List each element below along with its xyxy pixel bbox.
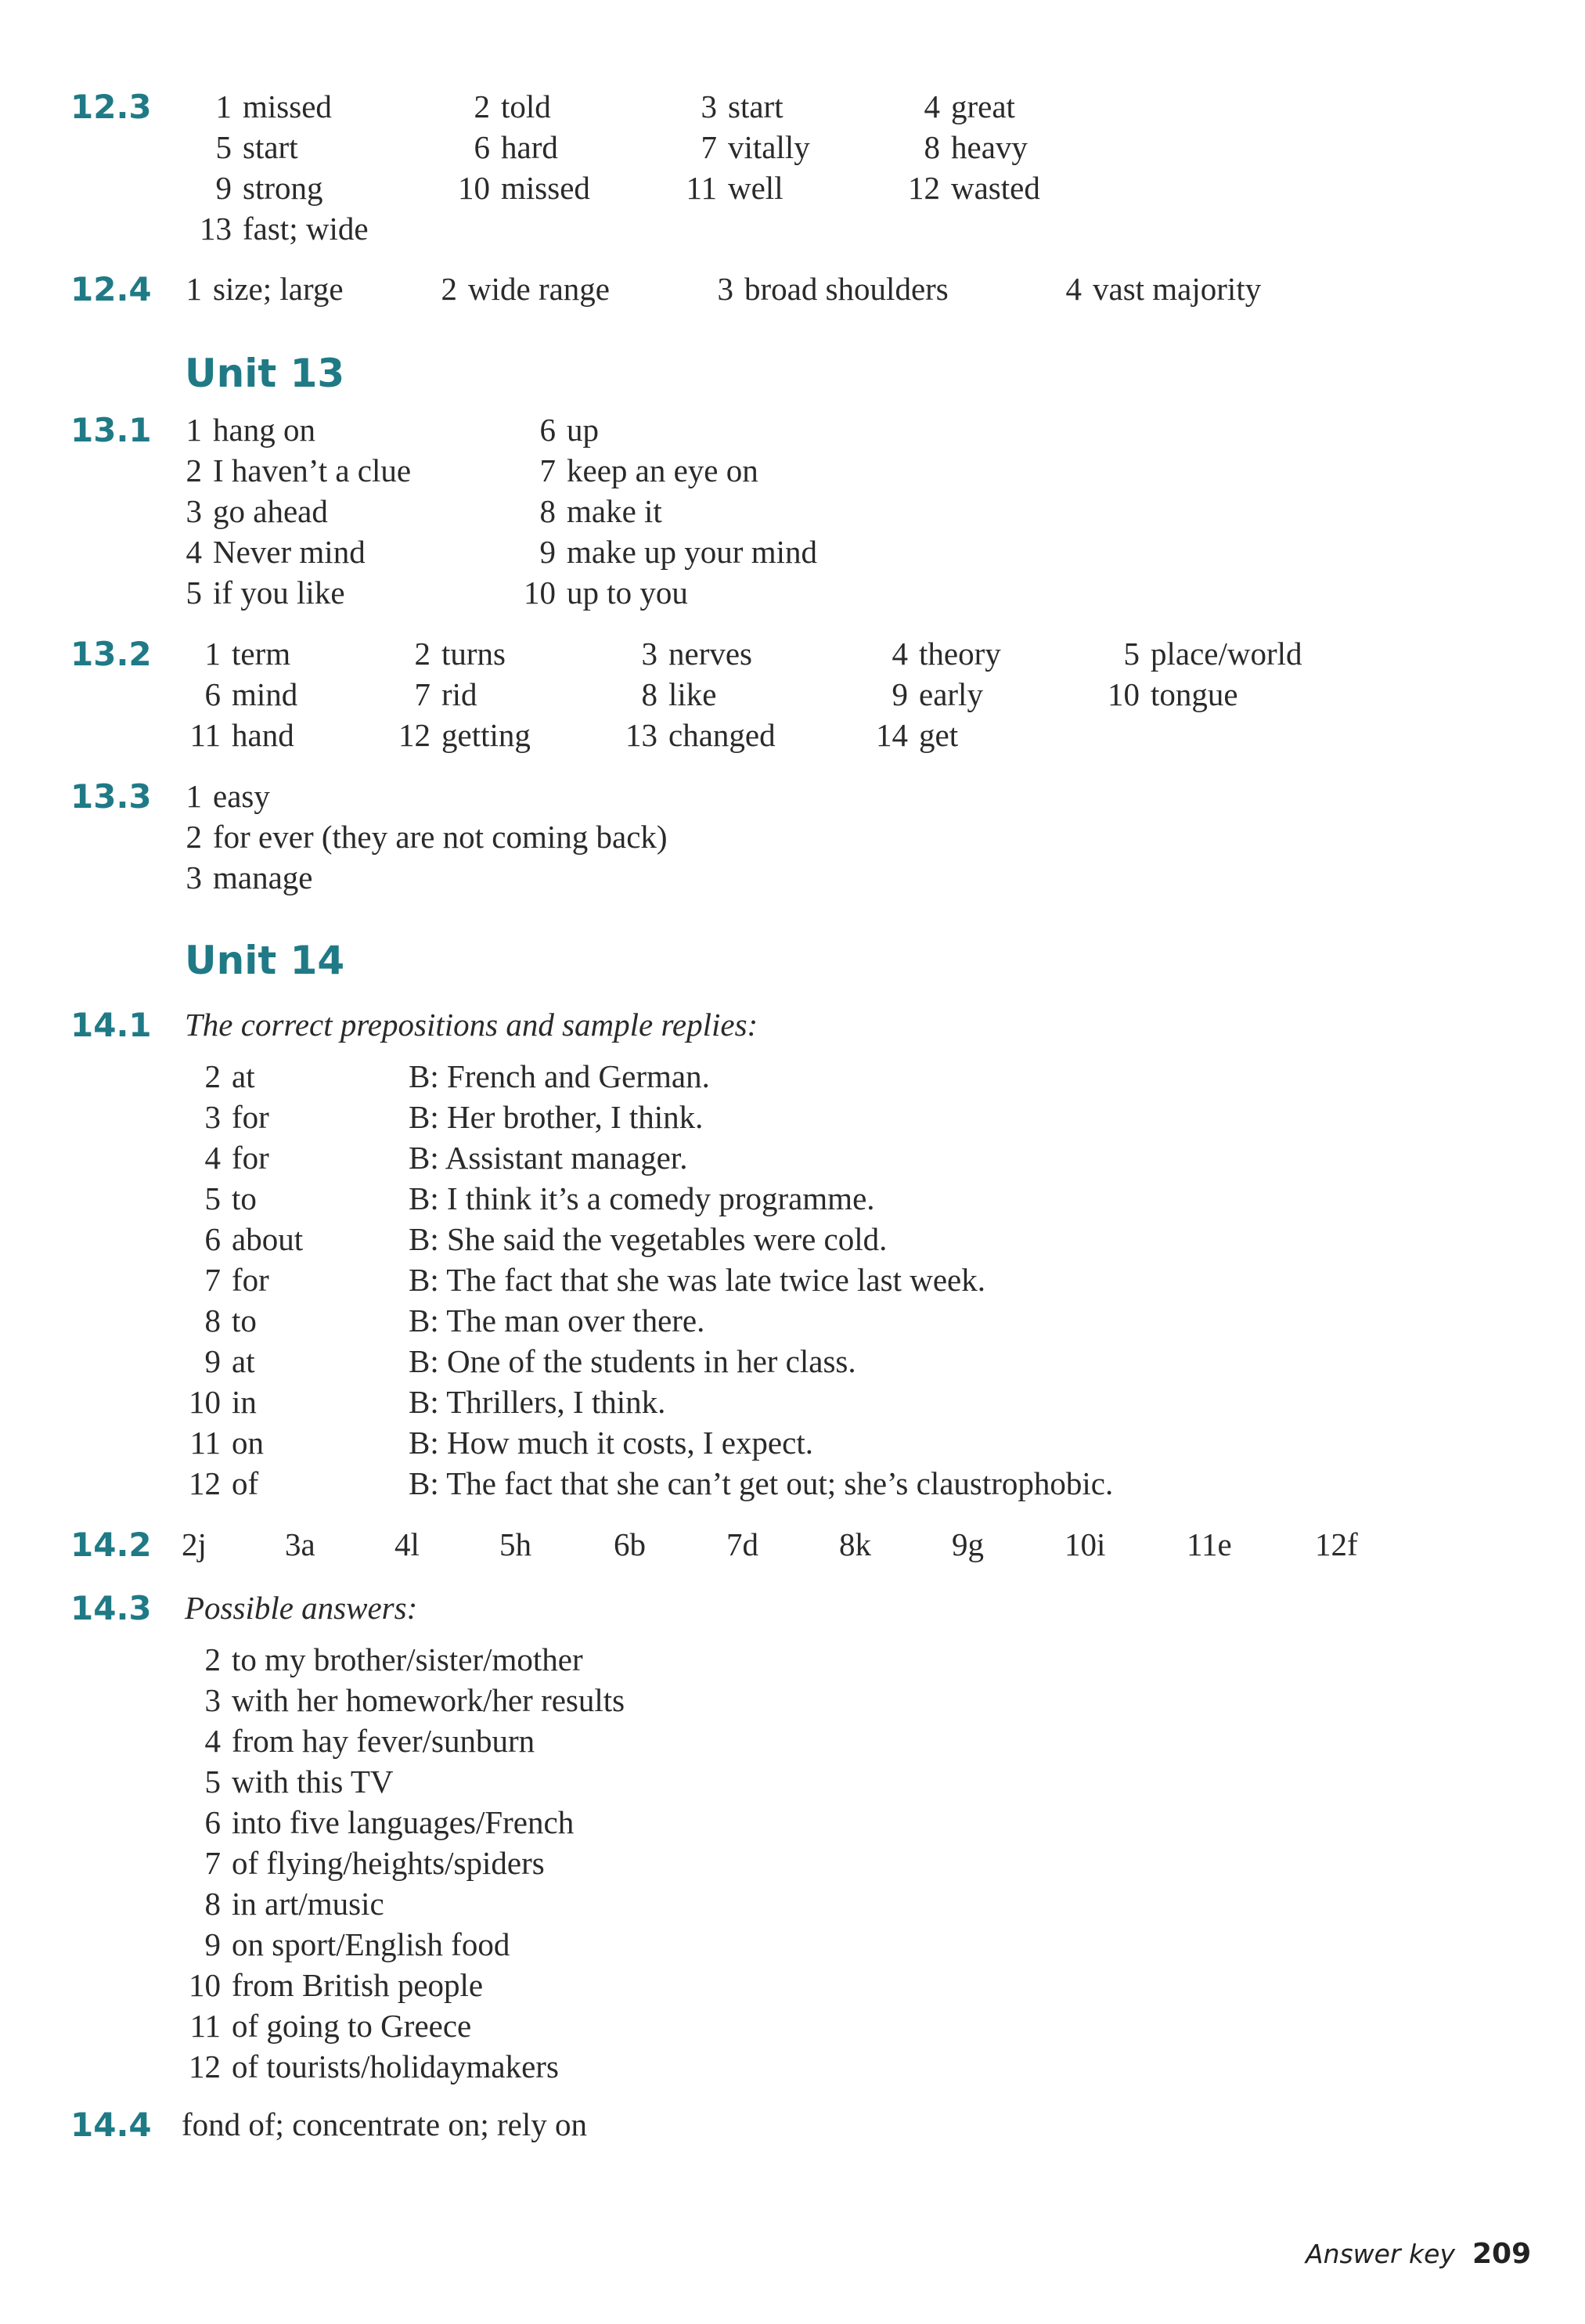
answer-item bbox=[185, 1681, 625, 1719]
answer-item bbox=[185, 1844, 545, 1882]
answer-text: 10i bbox=[1064, 1526, 1106, 1562]
answer-item bbox=[520, 452, 758, 489]
answer-text: of bbox=[232, 1465, 259, 1501]
answer-item bbox=[185, 676, 297, 713]
answer-item bbox=[182, 2106, 587, 2143]
exercise-label-14-2: 14.2 bbox=[70, 1526, 152, 1564]
answer-number: 5 bbox=[1123, 636, 1140, 672]
answer-number: 6 bbox=[539, 412, 556, 448]
answer-text: in art/music bbox=[232, 1886, 384, 1922]
answer-number: 7 bbox=[701, 129, 717, 165]
answer-text: 3a bbox=[285, 1526, 315, 1562]
answer-text: of tourists/holidaymakers bbox=[232, 2048, 559, 2084]
exercise-label-12-3: 12.3 bbox=[70, 88, 152, 126]
answer-item bbox=[185, 1098, 269, 1136]
answer-number: 5 bbox=[186, 575, 202, 611]
answer-item bbox=[409, 1139, 687, 1176]
answer-item bbox=[520, 574, 688, 611]
answer-text: 4l bbox=[394, 1526, 420, 1562]
answer-text: B: Her brother, I think. bbox=[409, 1099, 704, 1135]
answer-item bbox=[1064, 270, 1261, 308]
answer-text: missed bbox=[501, 170, 590, 206]
answer-item bbox=[520, 533, 817, 571]
answer-item bbox=[196, 210, 369, 247]
answer-item bbox=[621, 716, 776, 754]
answer-number: 3 bbox=[717, 271, 733, 307]
unit-14-heading: Unit 14 bbox=[185, 938, 345, 983]
answer-item bbox=[285, 1526, 315, 1563]
answer-text: size; large bbox=[213, 271, 344, 307]
answer-text: like bbox=[668, 676, 717, 712]
answer-number: 2 bbox=[204, 1058, 221, 1094]
answer-item bbox=[394, 635, 506, 672]
answer-item bbox=[454, 88, 551, 125]
answer-item bbox=[185, 859, 312, 896]
answer-text: tongue bbox=[1151, 676, 1238, 712]
answer-item bbox=[185, 1180, 257, 1217]
answer-text: with this TV bbox=[232, 1764, 394, 1800]
answer-item bbox=[409, 1424, 813, 1461]
answer-text: of going to Greece bbox=[232, 2008, 472, 2044]
answer-item bbox=[1104, 635, 1302, 672]
answer-item bbox=[904, 88, 1015, 125]
answer-text: of flying/heights/spiders bbox=[232, 1845, 545, 1881]
answer-text: at bbox=[232, 1343, 255, 1379]
answer-text: manage bbox=[213, 859, 313, 895]
answer-text: B: One of the students in her class. bbox=[409, 1343, 856, 1379]
answer-number: 9 bbox=[539, 534, 556, 570]
answer-text: 7d bbox=[726, 1526, 758, 1562]
answer-item bbox=[726, 1526, 758, 1563]
answer-number: 7 bbox=[204, 1262, 221, 1298]
answer-text: at bbox=[232, 1058, 255, 1094]
answer-text: vitally bbox=[728, 129, 810, 165]
answer-text: early bbox=[919, 676, 983, 712]
answer-item bbox=[185, 1465, 258, 1502]
answer-number: 3 bbox=[641, 636, 657, 672]
answer-text: changed bbox=[668, 717, 776, 753]
answer-text: B: The fact that she was late twice last week. bbox=[409, 1262, 985, 1298]
answer-text: B: I think it’s a comedy programme. bbox=[409, 1180, 875, 1216]
answer-item bbox=[409, 1180, 875, 1217]
answer-number: 2 bbox=[414, 636, 430, 672]
answer-text: mind bbox=[232, 676, 298, 712]
answer-item bbox=[499, 1526, 531, 1563]
answer-text: place/world bbox=[1151, 636, 1302, 672]
answer-item bbox=[872, 635, 1001, 672]
answer-number: 10 bbox=[458, 170, 490, 206]
answer-text: wasted bbox=[951, 170, 1040, 206]
answer-number: 3 bbox=[204, 1099, 221, 1135]
exercise-label-14-3: 14.3 bbox=[70, 1589, 152, 1627]
answer-item bbox=[185, 1139, 269, 1176]
exercise-label-13-2: 13.2 bbox=[70, 635, 152, 673]
answer-item bbox=[185, 1424, 264, 1461]
answer-text: 2j bbox=[182, 1526, 207, 1562]
answer-item bbox=[185, 2007, 471, 2045]
page-footer bbox=[1306, 2238, 1531, 2270]
answer-item bbox=[409, 1383, 665, 1421]
answer-text: go ahead bbox=[213, 493, 328, 529]
answer-number: 5 bbox=[215, 129, 232, 165]
answer-item bbox=[716, 270, 949, 308]
answer-text: hang on bbox=[213, 412, 315, 448]
answer-item bbox=[166, 411, 315, 449]
answer-text: on bbox=[232, 1425, 264, 1461]
answer-item bbox=[185, 2048, 559, 2085]
answer-item bbox=[394, 676, 477, 713]
answer-text: from British people bbox=[232, 1967, 484, 2003]
answer-text: hard bbox=[501, 129, 558, 165]
answer-item bbox=[614, 1526, 646, 1563]
answer-number: 5 bbox=[204, 1764, 221, 1800]
answer-item bbox=[681, 88, 783, 125]
answer-item bbox=[185, 1926, 510, 1963]
answer-number: 8 bbox=[924, 129, 940, 165]
answer-text: rid bbox=[441, 676, 477, 712]
answer-item bbox=[185, 1261, 269, 1299]
answer-text: for bbox=[232, 1140, 269, 1176]
answer-number: 8 bbox=[539, 493, 556, 529]
answer-text: great bbox=[951, 88, 1015, 124]
answer-text: fond of; concentrate on; rely on bbox=[182, 2106, 588, 2142]
answer-text: nerves bbox=[668, 636, 753, 672]
answer-text: to my brother/sister/mother bbox=[232, 1641, 583, 1677]
answer-item bbox=[166, 492, 328, 530]
answer-text: for ever (they are not coming back) bbox=[213, 819, 668, 855]
answer-number: 4 bbox=[204, 1140, 221, 1176]
answer-text: wide range bbox=[468, 271, 610, 307]
answer-item bbox=[872, 676, 983, 713]
answer-number: 3 bbox=[701, 88, 717, 124]
answer-item bbox=[1187, 1526, 1232, 1563]
answer-number: 7 bbox=[539, 452, 556, 488]
answer-item bbox=[409, 1465, 1113, 1502]
answer-item bbox=[839, 1526, 871, 1563]
answer-item bbox=[182, 1526, 207, 1563]
exercise-label-14-4: 14.4 bbox=[70, 2106, 152, 2144]
answer-number: 4 bbox=[186, 534, 202, 570]
answer-item bbox=[185, 1220, 303, 1258]
answer-number: 9 bbox=[204, 1926, 221, 1962]
answer-number: 6 bbox=[204, 676, 221, 712]
answer-item bbox=[681, 169, 783, 207]
answer-item bbox=[409, 1058, 710, 1095]
answer-number: 4 bbox=[892, 636, 908, 672]
answer-number: 6 bbox=[474, 129, 490, 165]
answer-number: 9 bbox=[215, 170, 232, 206]
answer-item bbox=[952, 1526, 984, 1563]
answer-item bbox=[185, 818, 668, 856]
answer-item bbox=[185, 1803, 574, 1841]
answer-item bbox=[185, 1885, 384, 1922]
answer-text: about bbox=[232, 1221, 304, 1257]
answer-item bbox=[394, 716, 531, 754]
answer-number: 11 bbox=[189, 717, 221, 753]
answer-text: 6b bbox=[614, 1526, 646, 1562]
answer-text: make it bbox=[567, 493, 662, 529]
answer-number: 2 bbox=[474, 88, 490, 124]
answer-item bbox=[185, 1722, 535, 1760]
answer-text: B: Thrillers, I think. bbox=[409, 1384, 666, 1420]
answer-number: 4 bbox=[204, 1723, 221, 1759]
answer-text: 9g bbox=[952, 1526, 984, 1562]
answer-text: easy bbox=[213, 778, 270, 814]
answer-item bbox=[409, 1342, 856, 1380]
answer-number: 12 bbox=[189, 2048, 221, 2084]
answer-number: 6 bbox=[204, 1804, 221, 1840]
answer-number: 3 bbox=[204, 1682, 221, 1718]
answer-number: 5 bbox=[204, 1180, 221, 1216]
answer-item bbox=[520, 492, 662, 530]
answer-item bbox=[196, 88, 332, 125]
answer-text: B: The man over there. bbox=[409, 1303, 705, 1339]
answer-item bbox=[621, 635, 752, 672]
answer-number: 10 bbox=[1108, 676, 1140, 712]
answer-number: 9 bbox=[204, 1343, 221, 1379]
answer-item bbox=[394, 1526, 420, 1563]
answer-item bbox=[409, 1220, 887, 1258]
answer-text: to bbox=[232, 1303, 257, 1339]
answer-item bbox=[185, 1641, 583, 1678]
answer-number: 10 bbox=[524, 575, 556, 611]
answer-item bbox=[185, 716, 294, 754]
exercise-label-14-1: 14.1 bbox=[70, 1006, 152, 1044]
answer-item bbox=[166, 574, 345, 611]
answer-text: up bbox=[567, 412, 599, 448]
answer-number: 2 bbox=[186, 819, 202, 855]
answer-number: 11 bbox=[189, 2008, 221, 2044]
answer-text: if you like bbox=[213, 575, 345, 611]
answer-item bbox=[409, 1261, 985, 1299]
answer-text: theory bbox=[919, 636, 1001, 672]
answer-number: 10 bbox=[189, 1967, 221, 2003]
answer-number: 14 bbox=[876, 717, 908, 753]
answer-number: 12 bbox=[908, 170, 940, 206]
answer-number: 7 bbox=[204, 1845, 221, 1881]
answer-text: 12f bbox=[1315, 1526, 1358, 1562]
answer-text: fast; wide bbox=[243, 211, 369, 247]
answer-item bbox=[185, 270, 344, 308]
exercise-14-1-instruction: The correct prepositions and sample replies: bbox=[185, 1007, 758, 1043]
answer-text: Never mind bbox=[213, 534, 366, 570]
answer-item bbox=[185, 1966, 483, 2004]
answer-number: 13 bbox=[200, 211, 232, 247]
answer-item bbox=[196, 169, 323, 207]
footer-label: Answer key bbox=[1306, 2239, 1455, 2269]
answer-item bbox=[185, 1302, 257, 1339]
answer-text: strong bbox=[243, 170, 323, 206]
answer-text: B: The fact that she can’t get out; she’s claustrophobic. bbox=[409, 1465, 1114, 1501]
answer-text: hand bbox=[232, 717, 294, 753]
answer-text: told bbox=[501, 88, 551, 124]
answer-number: 4 bbox=[924, 88, 940, 124]
answer-text: well bbox=[728, 170, 783, 206]
answer-item bbox=[454, 128, 558, 166]
answer-number: 2 bbox=[204, 1641, 221, 1677]
answer-item bbox=[166, 452, 411, 489]
answer-item bbox=[166, 533, 366, 571]
answer-text: I haven’t a clue bbox=[213, 452, 412, 488]
answer-number: 11 bbox=[686, 170, 717, 206]
answer-item bbox=[454, 169, 590, 207]
answer-text: make up your mind bbox=[567, 534, 817, 570]
exercise-14-3-instruction: Possible answers: bbox=[185, 1590, 418, 1626]
page-number: 209 bbox=[1472, 2238, 1532, 2270]
answer-number: 2 bbox=[186, 452, 202, 488]
answer-item bbox=[872, 716, 958, 754]
answer-number: 8 bbox=[641, 676, 657, 712]
answer-text: turns bbox=[441, 636, 506, 672]
answer-number: 1 bbox=[186, 412, 202, 448]
answer-item bbox=[681, 128, 810, 166]
answer-text: on sport/English food bbox=[232, 1926, 510, 1962]
answer-text: vast majority bbox=[1093, 271, 1262, 307]
answer-text: for bbox=[232, 1099, 269, 1135]
answer-text: start bbox=[728, 88, 783, 124]
answer-item bbox=[520, 411, 599, 449]
answer-item bbox=[185, 1342, 255, 1380]
answer-item bbox=[185, 635, 290, 672]
answer-number: 2 bbox=[441, 271, 457, 307]
answer-number: 7 bbox=[414, 676, 430, 712]
answer-number: 10 bbox=[189, 1384, 221, 1420]
answer-text: missed bbox=[243, 88, 332, 124]
answer-text: broad shoulders bbox=[744, 271, 949, 307]
answer-item bbox=[440, 270, 610, 308]
answer-text: 5h bbox=[499, 1526, 531, 1562]
answer-number: 3 bbox=[186, 493, 202, 529]
answer-text: into five languages/French bbox=[232, 1804, 575, 1840]
answer-text: 8k bbox=[839, 1526, 871, 1562]
answer-text: to bbox=[232, 1180, 257, 1216]
answer-number: 1 bbox=[186, 271, 202, 307]
answer-text: heavy bbox=[951, 129, 1028, 165]
answer-number: 8 bbox=[204, 1886, 221, 1922]
answer-text: getting bbox=[441, 717, 531, 753]
answer-text: start bbox=[243, 129, 298, 165]
answer-text: keep an eye on bbox=[567, 452, 758, 488]
answer-number: 1 bbox=[215, 88, 232, 124]
answer-item bbox=[185, 777, 270, 815]
answer-text: from hay fever/sunburn bbox=[232, 1723, 535, 1759]
answer-number: 12 bbox=[189, 1465, 221, 1501]
exercise-label-12-4: 12.4 bbox=[70, 270, 152, 308]
answer-text: with her homework/her results bbox=[232, 1682, 625, 1718]
exercise-label-13-3: 13.3 bbox=[70, 777, 152, 816]
answer-item bbox=[904, 128, 1028, 166]
exercise-label-13-1: 13.1 bbox=[70, 411, 152, 449]
answer-text: for bbox=[232, 1262, 269, 1298]
answer-number: 1 bbox=[204, 636, 221, 672]
answer-item bbox=[409, 1098, 703, 1136]
answer-number: 4 bbox=[1065, 271, 1082, 307]
answer-item bbox=[904, 169, 1040, 207]
answer-number: 1 bbox=[186, 778, 202, 814]
answer-number: 11 bbox=[189, 1425, 221, 1461]
answer-text: B: She said the vegetables were cold. bbox=[409, 1221, 888, 1257]
answer-item bbox=[185, 1383, 257, 1421]
answer-text: B: How much it costs, I expect. bbox=[409, 1425, 813, 1461]
answer-item bbox=[196, 128, 298, 166]
answer-item bbox=[185, 1763, 394, 1800]
answer-number: 3 bbox=[186, 859, 202, 895]
answer-text: get bbox=[919, 717, 959, 753]
answer-text: B: French and German. bbox=[409, 1058, 710, 1094]
answer-text: up to you bbox=[567, 575, 688, 611]
answer-item bbox=[409, 1302, 704, 1339]
answer-item bbox=[185, 1058, 255, 1095]
answer-text: 11e bbox=[1187, 1526, 1232, 1562]
answer-item bbox=[621, 676, 716, 713]
answer-item bbox=[1315, 1526, 1358, 1563]
answer-text: in bbox=[232, 1384, 257, 1420]
answer-item bbox=[1064, 1526, 1105, 1563]
unit-13-heading: Unit 13 bbox=[185, 351, 345, 396]
answer-number: 8 bbox=[204, 1303, 221, 1339]
answer-number: 9 bbox=[892, 676, 908, 712]
answer-text: term bbox=[232, 636, 291, 672]
answer-item bbox=[1104, 676, 1238, 713]
answer-number: 12 bbox=[398, 717, 430, 753]
answer-number: 13 bbox=[625, 717, 657, 753]
answer-number: 6 bbox=[204, 1221, 221, 1257]
answer-text: B: Assistant manager. bbox=[409, 1140, 688, 1176]
